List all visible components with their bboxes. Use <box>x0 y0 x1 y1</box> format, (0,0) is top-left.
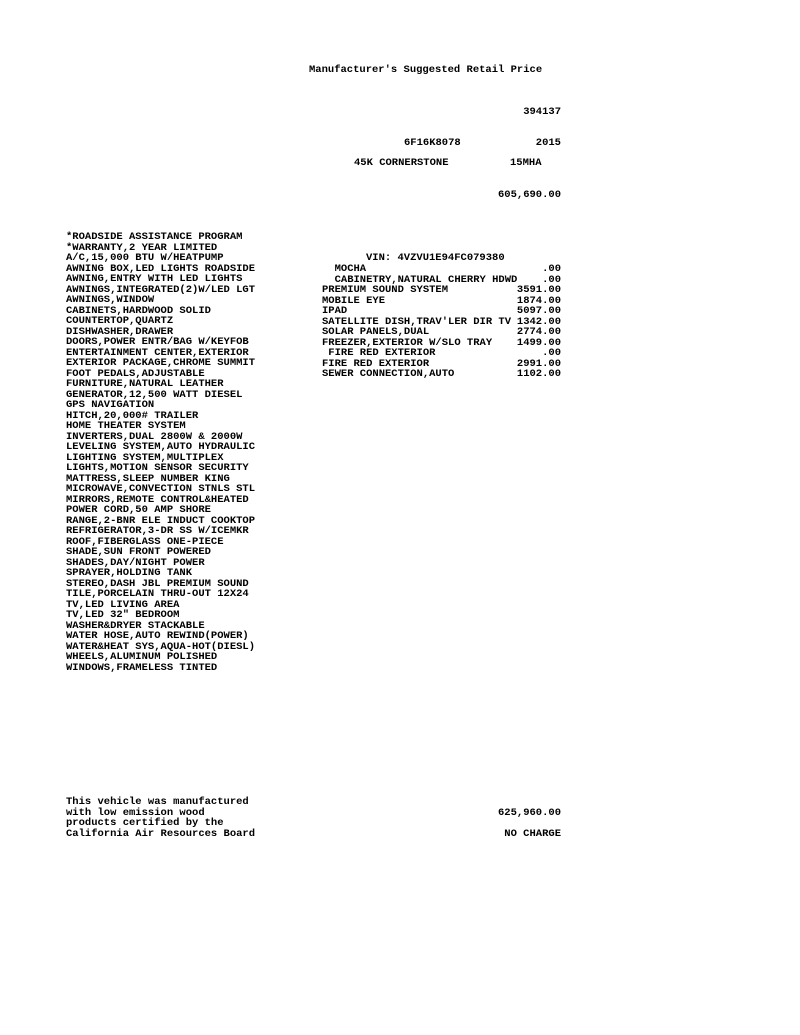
option-name: IPAD <box>322 305 348 317</box>
standard-feature-item: REFRIGERATOR,3-DR SS W/ICEMKR <box>66 525 249 537</box>
option-price: 1102.00 <box>516 368 561 380</box>
standard-feature-item: *ROADSIDE ASSISTANCE PROGRAM <box>66 231 243 243</box>
model-code: 15MHA <box>510 157 542 169</box>
standard-feature-item: MIRRORS,REMOTE CONTROL&HEATED <box>66 493 249 506</box>
standard-feature-item: A/C,15,000 BTU W/HEATPUMP <box>66 252 224 264</box>
option-price: 1499.00 <box>516 336 561 349</box>
options-table <box>322 264 561 380</box>
standard-feature-item: POWER CORD,50 AMP SHORE <box>66 504 211 516</box>
standard-feature-item: TILE,PORCELAIN THRU-OUT 12X24 <box>66 588 249 600</box>
option-name: FREEZER,EXTERIOR W/SLO TRAY <box>322 336 493 349</box>
option-name: PREMIUM SOUND SYSTEM <box>322 284 449 296</box>
standard-feature-item: FURNITURE,NATURAL LEATHER <box>66 378 224 390</box>
option-name: MOCHA <box>322 263 367 275</box>
standard-feature-item: AWNING BOX,LED LIGHTS ROADSIDE <box>66 262 256 275</box>
standard-feature-item: LIGHTING SYSTEM,MULTIPLEX <box>66 451 224 464</box>
standard-feature-item: RANGE,2-BNR ELE INDUCT COOKTOP <box>66 514 256 527</box>
emission-line: This vehicle was manufactured <box>66 796 249 808</box>
page-title: Manufacturer's Suggested Retail Price <box>309 64 543 76</box>
standard-feature-item: AWNINGS,INTEGRATED(2)W/LED LGT <box>66 283 256 296</box>
stock-number: 394137 <box>523 106 561 118</box>
option-name: SEWER CONNECTION,AUTO <box>322 368 455 380</box>
option-price: 1874.00 <box>516 294 561 307</box>
option-row <box>322 369 561 380</box>
option-name: FIRE RED EXTERIOR <box>322 357 430 370</box>
standard-feature-item: ROOF,FIBERGLASS ONE-PIECE <box>66 535 224 548</box>
standard-feature-item: DISHWASHER,DRAWER <box>66 325 174 338</box>
standard-feature-item: TV,LED LIVING AREA <box>66 598 180 611</box>
standard-feature-item: HOME THEATER SYSTEM <box>66 420 186 432</box>
option-price: 2991.00 <box>516 357 561 370</box>
charge-note: NO CHARGE <box>504 828 561 840</box>
option-price: .00 <box>542 347 561 359</box>
standard-feature-item: WASHER&DRYER STACKABLE <box>66 619 205 632</box>
standard-feature-item: WATER&HEAT SYS,AQUA-HOT(DIESL) <box>66 640 256 653</box>
option-row <box>322 285 561 296</box>
standard-feature-item: INVERTERS,DUAL 2800W & 2000W <box>66 430 243 443</box>
option-row <box>322 327 561 338</box>
standard-feature-item: SPRAYER,HOLDING TANK <box>66 567 193 579</box>
model-name: 45K CORNERSTONE <box>354 157 449 169</box>
model-year: 2015 <box>535 137 561 149</box>
standard-feature-item: TV,LED 32" BEDROOM <box>66 609 180 621</box>
standard-feature-item: ENTERTAINMENT CENTER,EXTERIOR <box>66 346 249 359</box>
base-price: 605,690.00 <box>497 189 561 201</box>
serial-number: 6F16K8078 <box>404 137 461 149</box>
standard-feature-item: COUNTERTOP,QUARTZ <box>66 315 174 327</box>
standard-feature-item: WATER HOSE,AUTO REWIND(POWER) <box>66 630 249 642</box>
standard-feature-item: AWNING,ENTRY WITH LED LIGHTS <box>66 273 243 285</box>
option-price: 5097.00 <box>516 305 561 317</box>
standard-feature-item: MICROWAVE,CONVECTION STNLS STL <box>66 483 256 495</box>
option-price: 2774.00 <box>516 326 561 338</box>
vin-number: VIN: 4VZVU1E94FC079380 <box>366 252 505 264</box>
standard-feature-item: FOOT PEDALS,ADJUSTABLE <box>66 367 205 380</box>
standard-feature-item: CABINETS,HARDWOOD SOLID <box>66 304 211 317</box>
option-name: CABINETRY,NATURAL CHERRY HDWD <box>322 273 518 286</box>
option-price: .00 <box>542 263 561 275</box>
option-row <box>322 348 561 359</box>
standard-feature-item: SHADES,DAY/NIGHT POWER <box>66 556 205 569</box>
standard-feature-item: GPS NAVIGATION <box>66 399 155 411</box>
option-row <box>322 264 561 275</box>
standard-feature-item: LEVELING SYSTEM,AUTO HYDRAULIC <box>66 441 256 453</box>
option-name: SOLAR PANELS,DUAL <box>322 326 430 338</box>
emission-statement <box>66 797 255 839</box>
standard-feature-item: HITCH,20,000# TRAILER <box>66 409 199 422</box>
standard-feature-item: MATTRESS,SLEEP NUMBER KING <box>66 472 230 485</box>
standard-feature-item: GENERATOR,12,500 WATT DIESEL <box>66 388 243 401</box>
standard-feature-item: STEREO,DASH JBL PREMIUM SOUND <box>66 577 249 590</box>
total-price: 625,960.00 <box>497 807 561 819</box>
option-name: FIRE RED EXTERIOR <box>322 347 436 359</box>
standard-feature-item: DOORS,POWER ENTR/BAG W/KEYFOB <box>66 336 249 348</box>
standard-feature-item: *WARRANTY,2 YEAR LIMITED <box>66 241 218 254</box>
emission-line: with low emission wood <box>66 806 205 819</box>
standard-feature-item: EXTERIOR PACKAGE,CHROME SUMMIT <box>66 357 256 369</box>
option-price: 3591.00 <box>516 284 561 296</box>
standard-feature-item: WHEELS,ALUMINUM POLISHED <box>66 651 218 663</box>
option-price: 1342.00 <box>516 315 561 328</box>
option-row <box>322 306 561 317</box>
emission-line: products certified by the <box>66 817 224 829</box>
option-name: SATELLITE DISH,TRAV'LER DIR TV <box>322 315 512 328</box>
standard-features-list <box>66 232 255 673</box>
option-name: MOBILE EYE <box>322 294 386 307</box>
standard-feature-item: WINDOWS,FRAMELESS TINTED <box>66 661 218 674</box>
standard-feature-item: LIGHTS,MOTION SENSOR SECURITY <box>66 462 249 474</box>
emission-line: California Air Resources Board <box>66 827 256 840</box>
standard-feature-item: AWNINGS,WINDOW <box>66 294 155 306</box>
standard-feature-item: SHADE,SUN FRONT POWERED <box>66 546 211 558</box>
option-price: .00 <box>542 273 561 286</box>
